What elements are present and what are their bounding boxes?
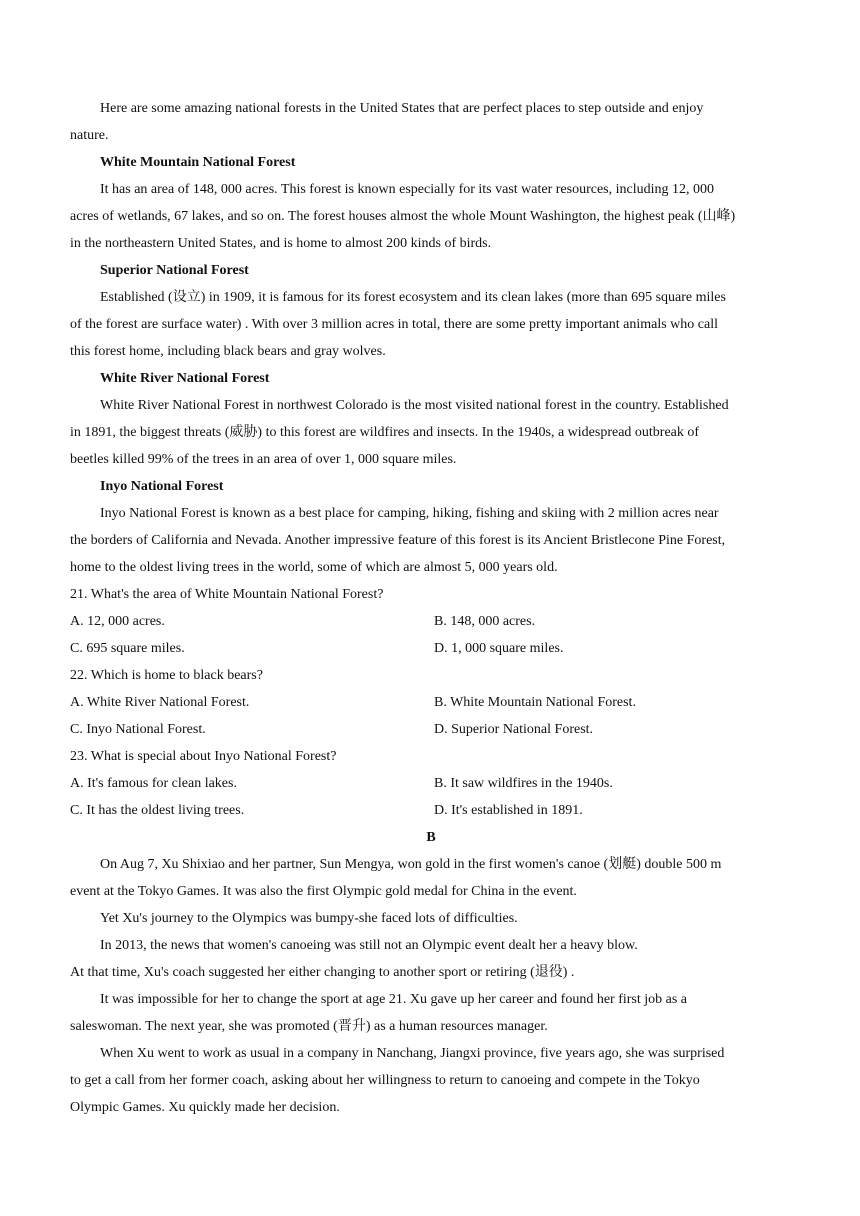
answer-option: C. It has the oldest living trees.	[70, 803, 245, 818]
paragraph-line: It was impossible for her to change the sport at age 21. Xu gave up her career and found her first job as a	[100, 992, 688, 1007]
answer-option: A. White River National Forest.	[70, 695, 250, 710]
paragraph-line: On Aug 7, Xu Shixiao and her partner, Sun Mengya, won gold in the first women's canoe (划艇) double 500 m	[100, 857, 722, 872]
section-label: B	[426, 830, 436, 845]
question-stem: 22. Which is home to black bears?	[70, 668, 263, 683]
forest-heading: Superior National Forest	[100, 263, 249, 278]
paragraph-line: to get a call from her former coach, asking about her willingness to return to canoeing and compete in the Tokyo	[70, 1073, 700, 1088]
answer-option: B. 148, 000 acres.	[434, 614, 536, 629]
forest-heading: White River National Forest	[100, 371, 270, 386]
paragraph-line: this forest home, including black bears and gray wolves.	[70, 344, 386, 359]
forest-heading: White Mountain National Forest	[100, 155, 296, 170]
paragraph-line: Established (设立) in 1909, it is famous for its forest ecosystem and its clean lakes (more than 695 square miles	[100, 290, 726, 305]
intro-line: nature.	[70, 128, 109, 143]
paragraph-line: In 2013, the news that women's canoeing was still not an Olympic event dealt her a heavy blow.	[100, 938, 638, 953]
paragraph-line: Inyo National Forest is known as a best place for camping, hiking, fishing and skiing with 2 million acres near	[100, 506, 719, 521]
answer-option: C. Inyo National Forest.	[70, 722, 206, 737]
answer-option: A. It's famous for clean lakes.	[70, 776, 237, 791]
paragraph-line: White River National Forest in northwest Colorado is the most visited national forest in the country. Established	[100, 398, 729, 413]
paragraph-line: in 1891, the biggest threats (威胁) to this forest are wildfires and insects. In the 1940s, a widespread outbreak of	[70, 425, 700, 440]
paragraph-line: acres of wetlands, 67 lakes, and so on. The forest houses almost the whole Mount Washington, the highest peak (山峰)	[70, 209, 736, 224]
paragraph-line: of the forest are surface water) . With over 3 million acres in total, there are some pretty important animals who call	[70, 317, 718, 332]
paragraph-line: home to the oldest living trees in the world, some of which are almost 5, 000 years old.	[70, 560, 558, 575]
paragraph-line: the borders of California and Nevada. Another impressive feature of this forest is its Ancient Bristlecone Pine Forest,	[70, 533, 726, 548]
forest-heading: Inyo National Forest	[100, 479, 224, 494]
paragraph-line: Yet Xu's journey to the Olympics was bumpy-she faced lots of difficulties.	[100, 911, 518, 926]
question-stem: 23. What is special about Inyo National Forest?	[70, 749, 337, 764]
answer-option: D. 1, 000 square miles.	[434, 641, 564, 656]
intro-line: Here are some amazing national forests in the United States that are perfect places to step outside and enjoy	[100, 101, 704, 116]
paragraph-line: in the northeastern United States, and is home to almost 200 kinds of birds.	[70, 236, 492, 251]
answer-option: B. White Mountain National Forest.	[434, 695, 636, 710]
paragraph-line: Olympic Games. Xu quickly made her decision.	[70, 1100, 340, 1115]
answer-option: C. 695 square miles.	[70, 641, 185, 656]
paragraph-line: saleswoman. The next year, she was promoted (晋升) as a human resources manager.	[70, 1019, 548, 1034]
paragraph-line: beetles killed 99% of the trees in an area of over 1, 000 square miles.	[70, 452, 457, 467]
paragraph-line: event at the Tokyo Games. It was also the first Olympic gold medal for China in the event.	[70, 884, 577, 899]
paragraph-line: At that time, Xu's coach suggested her either changing to another sport or retiring (退役) .	[70, 965, 575, 980]
paragraph-line: When Xu went to work as usual in a company in Nanchang, Jiangxi province, five years ago, she was surprised	[100, 1046, 725, 1061]
answer-option: D. Superior National Forest.	[434, 722, 594, 737]
paragraph-line: It has an area of 148, 000 acres. This forest is known especially for its vast water resources, including 12, 000	[100, 182, 715, 197]
answer-option: B. It saw wildfires in the 1940s.	[434, 776, 613, 791]
answer-option: D. It's established in 1891.	[434, 803, 583, 818]
question-stem: 21. What's the area of White Mountain National Forest?	[70, 587, 384, 602]
answer-option: A. 12, 000 acres.	[70, 614, 165, 629]
